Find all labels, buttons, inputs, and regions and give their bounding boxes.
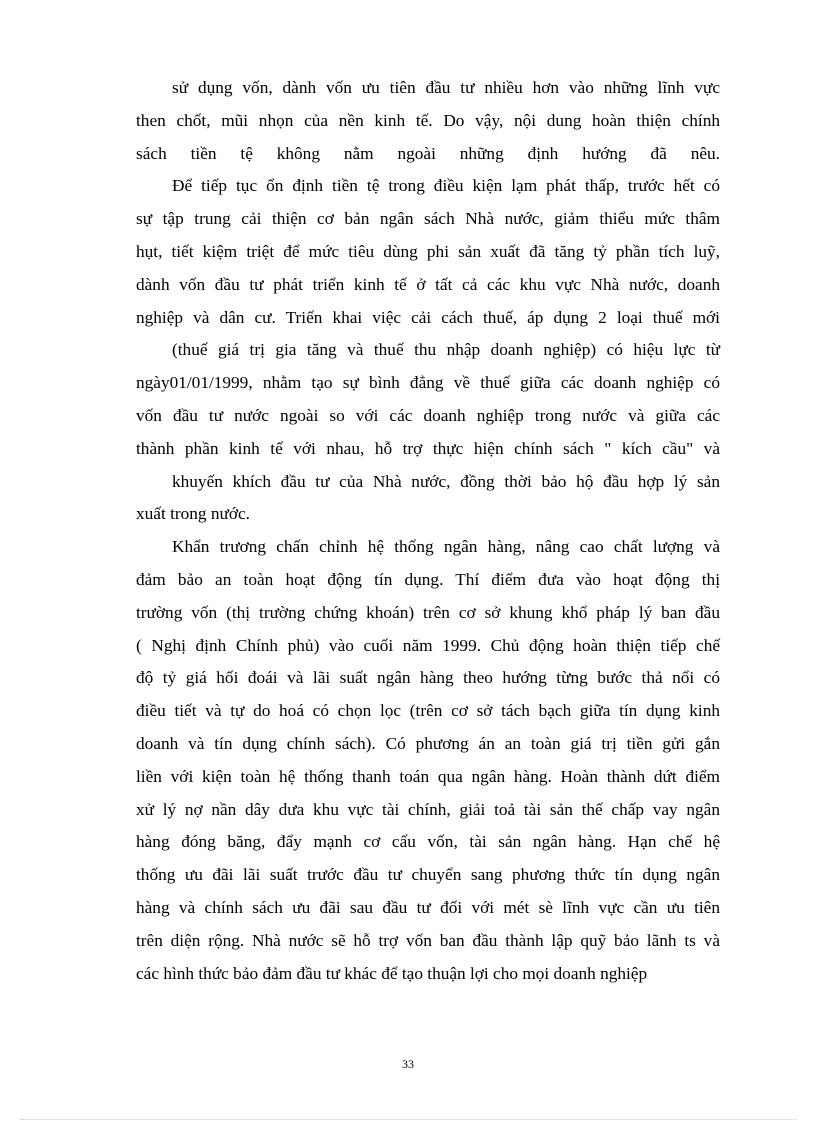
text-line: Để tiếp tục ổn định tiền tệ trong điều kiện lạm phát thấp, trước hết có xyxy=(172,176,720,196)
text-line: liền với kiện toàn hệ thống thanh toán qua ngân hàng. Hoàn thành dứt điểm xyxy=(136,766,720,786)
body-text xyxy=(136,72,720,990)
text-line: khuyến khích đầu tư của Nhà nước, đồng thời bảo hộ đầu hợp lý sản xyxy=(172,471,720,491)
text-line: hụt, tiết kiệm triệt để mức tiêu dùng phi sản xuất đã tăng tỷ phần tích luỹ, xyxy=(136,241,720,261)
text-line: sách tiền tệ không nằm ngoài những định hướng đã nêu. xyxy=(136,143,720,163)
text-line: hàng và chính sách ưu đãi sau đầu tư đối với mét sè lĩnh vực cần ưu tiên xyxy=(136,897,720,917)
text-line: vốn đầu tư nước ngoài so với các doanh nghiệp trong nước và giữa các xyxy=(136,405,720,425)
text-line: nghiệp và dân cư. Triển khai việc cải cách thuế, áp dụng 2 loại thuế mới xyxy=(136,307,720,327)
text-line: sử dụng vốn, dành vốn ưu tiên đầu tư nhiều hơn vào những lĩnh vực xyxy=(172,78,720,97)
text-line: đảm bảo an toàn hoạt động tín dụng. Thí điểm đưa vào hoạt động thị xyxy=(136,569,720,589)
page-bottom-divider xyxy=(20,1119,796,1120)
text-line: dành vốn đầu tư phát triển kinh tế ở tất cả các khu vực Nhà nước, doanh xyxy=(136,274,720,294)
text-line: then chốt, mũi nhọn của nền kinh tế. Do vậy, nội dung hoàn thiện chính xyxy=(136,110,720,130)
text-line: hàng đóng băng, đẩy mạnh cơ cấu vốn, tài sản ngân hàng. Hạn chế hệ xyxy=(136,832,720,852)
text-line: ( Nghị định Chính phủ) vào cuối năm 1999. Chủ động hoàn thiện tiếp chế xyxy=(136,635,720,655)
text-line: ngày01/01/1999, nhằm tạo sự bình đẳng về thuế giữa các doanh nghiệp có xyxy=(136,373,720,393)
text-line: thống ưu đãi lãi suất trước đầu tư chuyển sang phương thức tín dụng ngân xyxy=(136,865,720,885)
text-line: Khẩn trương chấn chỉnh hệ thống ngân hàng, nâng cao chất lượng và xyxy=(172,537,720,557)
text-line: độ tỷ giá hối đoái và lãi suất ngân hàng theo hướng từng bước thả nổi có xyxy=(136,668,720,688)
text-line: (thuế giá trị gia tăng và thuế thu nhập doanh nghiệp) có hiệu lực từ xyxy=(172,340,720,360)
text-line: doanh và tín dụng chính sách). Có phương án an toàn giá trị tiền gửi gắn xyxy=(136,733,720,753)
page-number: 33 xyxy=(402,1057,414,1071)
text-line: xử lý nợ nần dây dưa khu vực tài chính, giải toả tài sản thế chấp vay ngân xyxy=(136,799,720,819)
text-line: thành phần kinh tế với nhau, hỗ trợ thực hiện chính sách " kích cầu" và xyxy=(136,438,720,458)
text-line: trên diện rộng. Nhà nước sẽ hỗ trợ vốn ban đầu thành lập quỹ bảo lãnh ts và xyxy=(136,930,720,950)
text-line: trường vốn (thị trường chứng khoán) trên cơ sở khung khổ pháp lý ban đầu xyxy=(136,602,720,622)
text-line: sự tập trung cải thiện cơ bản ngân sách Nhà nước, giảm thiểu mức thâm xyxy=(136,209,720,229)
text-line: xuất trong nước. xyxy=(136,504,251,524)
text-line: điều tiết và tự do hoá có chọn lọc (trên cơ sở tách bạch giữa tín dụng kinh xyxy=(136,701,720,721)
text-line: các hình thức bảo đảm đầu tư khác để tạo thuận lợi cho mọi doanh nghiệp xyxy=(136,963,648,983)
